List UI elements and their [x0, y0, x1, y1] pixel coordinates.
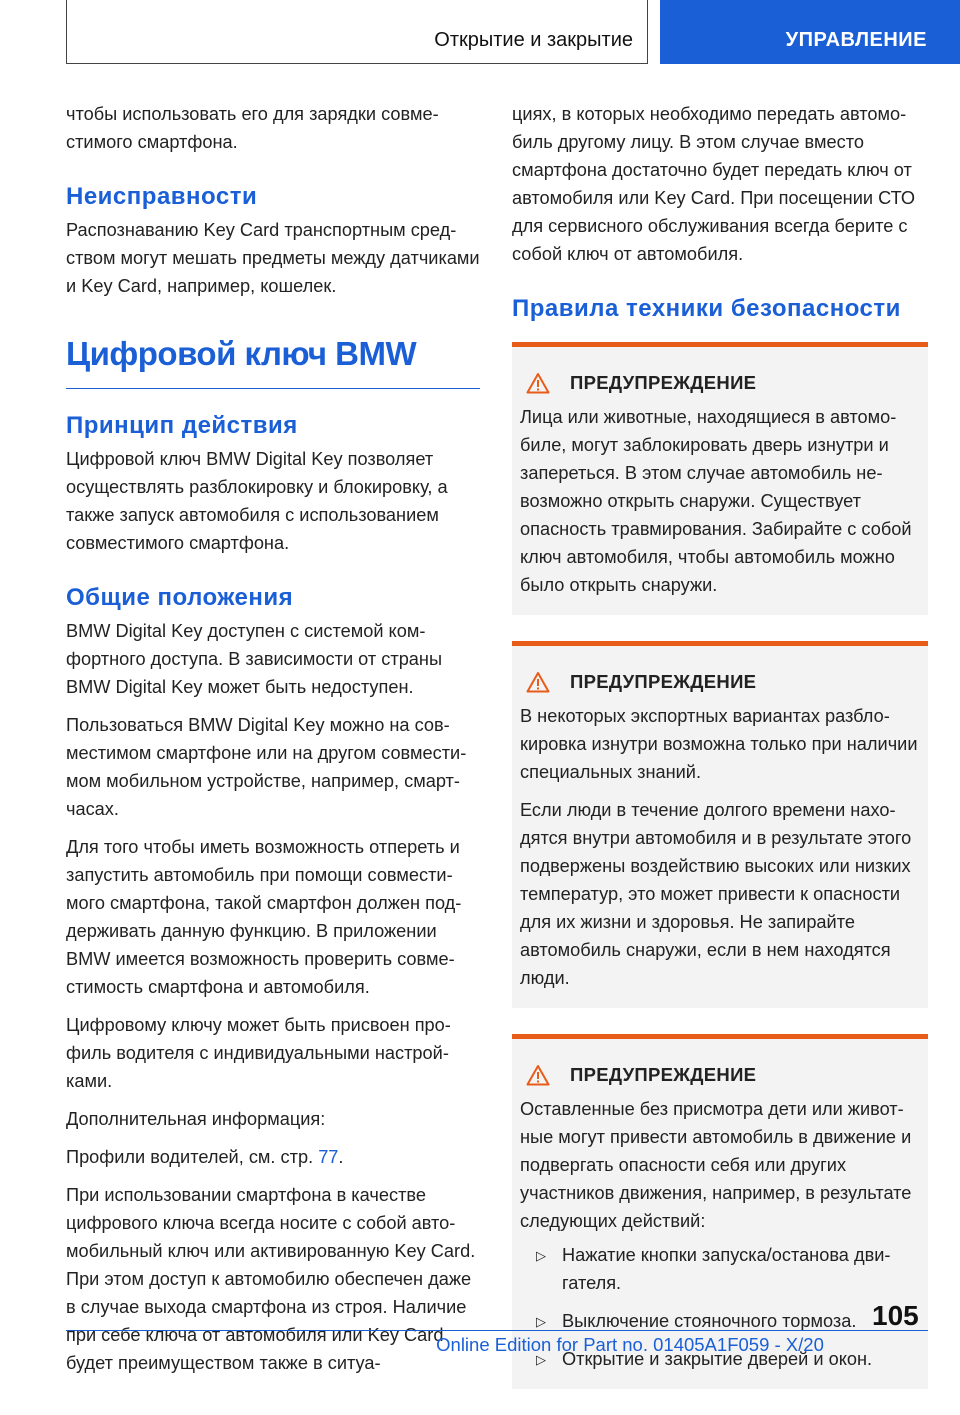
paragraph-continued: чтобы использовать его для зарядки совместимого смартфона. [66, 104, 439, 152]
header-section-title: Открытие и закрытие [434, 29, 633, 51]
warning-triangle-icon [526, 671, 550, 693]
header-chapter-title: УПРАВЛЕНИЕ [785, 29, 927, 51]
warning-triangle-icon [526, 1064, 550, 1086]
warning-label: ПРЕДУПРЕЖДЕНИЕ [570, 1064, 757, 1085]
warning-2-text-1: В некоторых экспортных вариантах разблокировка изнутри возможна только при наличии специальных знаний. [520, 706, 918, 782]
triangle-bullet-icon: ▷ [536, 1248, 546, 1263]
paragraph-profiles [66, 1143, 480, 1171]
right-column [512, 100, 928, 1415]
footer-divider [66, 1330, 928, 1331]
warning-1-text: Лица или животные, находящиеся в автомобиле, могут заблокировать дверь изнутри и запереться. В этом случае автомобиль невозможно открыть снаружи. Существует опасность травмирования. Забирайте с собой ключ автомобиля, чтобы автомобиль можно было открыть снаружи. [520, 407, 912, 595]
warning-box-1 [512, 342, 928, 615]
triangle-bullet-icon: ▷ [536, 1352, 546, 1367]
warning-box-2 [512, 641, 928, 1008]
paragraph-malfunction: Распознаванию Key Card транспортным средством могут мешать предметы между датчиками и Key Card, например, кошелек. [66, 220, 480, 296]
header-chapter-tab [660, 0, 960, 64]
warning-triangle-icon [526, 372, 550, 394]
warning-label: ПРЕДУПРЕЖДЕНИЕ [570, 671, 757, 692]
list-item: ▷ Выключение стояночного тормоза. [520, 1307, 920, 1335]
paragraph-principle: Цифровой ключ BMW Digital Key позволяет осуществлять разблокировку и блокировку, а также запуск автомобиля с использованием совместимого смартфона. [66, 449, 448, 553]
warning-header [520, 668, 920, 696]
profiles-end: . [338, 1147, 344, 1167]
heading-safety: Правила техники безопасности [512, 295, 901, 322]
heading-digital-key: Цифровой ключ BMW [66, 334, 480, 389]
warning-3-text: Оставленные без присмотра дети или животные могут привести автомобиль в движение и подвергать опасности себя или других участников движения, например, в результате следующих действий: [520, 1099, 912, 1231]
left-column [66, 100, 480, 1387]
heading-general: Общие положения [66, 584, 294, 611]
page-number: 105 [872, 1300, 919, 1331]
triangle-bullet-icon: ▷ [536, 1314, 546, 1329]
header-section-box [66, 0, 648, 64]
list-item: ▷ Открытие и закрытие дверей и окон. [520, 1345, 920, 1373]
paragraph-general-2: Пользоваться BMW Digital Key можно на совместимом смартфоне или на другом совместимом мобильном устройстве, например, смарт-часах. [66, 715, 467, 819]
paragraph-general-1: BMW Digital Key доступен с системой комфортного доступа. В зависимости от страны BMW Digital Key может быть недоступен. [66, 621, 443, 697]
warning-2-text-2: Если люди в течение долгого времени находятся внутри автомобиля и в результате этого подвержены воздействию высоких или низких температур, это может привести к опасности для их жизни и здоровья. Не запирайте автомобиль снаружи, если в нем находятся люди. [520, 800, 912, 988]
footer-edition: Online Edition for Part no. 01405A1F059 - X/20 [436, 1334, 824, 1355]
paragraph-general-3: Для того чтобы иметь возможность отпереть и запустить автомобиль при помощи совместимого смартфона, такой смартфон должен поддерживать данную функцию. В приложении BMW имеется возможность проверить совместимость смартфона и автомобиля. [66, 837, 462, 997]
paragraph-general-5: При использовании смартфона в качестве цифрового ключа всегда носите с собой автомобильный ключ или активированную Key Card. При этом доступ к автомобилю обеспечен даже в случае выхода смартфона из строя. Наличие при себе ключа от автомобиля или Key Card будет преимуществом также в ситуа- [66, 1185, 476, 1373]
list-item: ▷ Нажатие кнопки запуска/останова двигателя. [520, 1241, 920, 1297]
profiles-text: Профили водителей, см. стр. [66, 1147, 319, 1167]
heading-malfunction: Неисправности [66, 183, 258, 210]
warning-label: ПРЕДУПРЕЖДЕНИЕ [570, 372, 757, 393]
paragraph-general-4: Цифровому ключу может быть присвоен профиль водителя с индивидуальными настройками. [66, 1015, 451, 1091]
paragraph-continued-right: циях, в которых необходимо передать автомобиль другому лицу. В этом случае вместо смартфона достаточно будет передать ключ от автомобиля или Key Card. При посещении СТО для сервисного обслуживания всегда берите с собой ключ от автомобиля. [512, 104, 916, 264]
paragraph-more-info: Дополнительная информация: [66, 1109, 326, 1129]
warning-header [520, 1061, 920, 1089]
page-link-77[interactable]: 77 [318, 1147, 339, 1167]
heading-principle: Принцип действия [66, 412, 298, 439]
warning-header [520, 369, 920, 397]
